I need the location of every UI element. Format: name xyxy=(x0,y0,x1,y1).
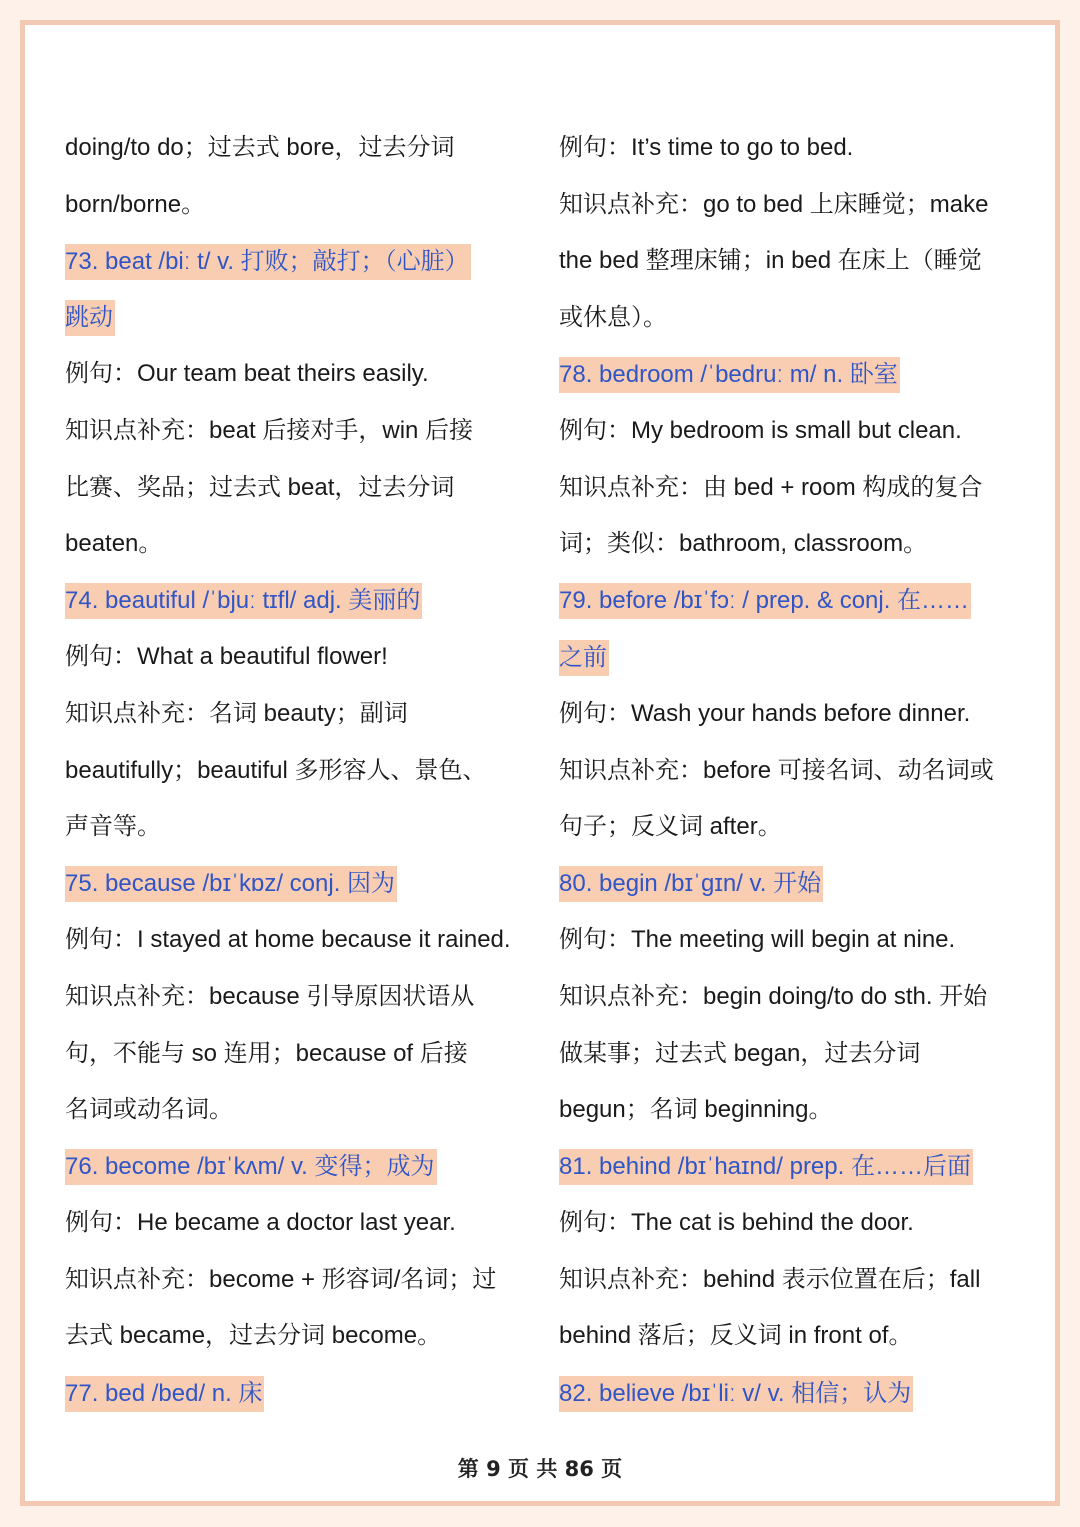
entry-heading-line xyxy=(65,856,525,913)
line-text: 知识点补充：become + 形容词/名词；过 xyxy=(65,1265,497,1293)
line-text: 句，不能与 so 连用；because of 后接 xyxy=(65,1039,468,1067)
line-text: behind 落后；反义词 in front of。 xyxy=(559,1322,913,1350)
text-line xyxy=(65,120,525,177)
text-line xyxy=(65,969,525,1026)
entry-heading-line xyxy=(559,346,1021,403)
text-line xyxy=(559,460,1021,517)
line-text: 知识点补充：名词 beauty；副词 xyxy=(65,699,408,727)
line-text: 知识点补充：behind 表示位置在后；fall xyxy=(559,1265,981,1293)
line-text: 声音等。 xyxy=(65,813,161,841)
text-line xyxy=(559,516,1021,573)
line-text: 名词或动名词。 xyxy=(65,1096,233,1124)
entry-heading: 80. begin /bɪˈɡɪn/ v. 开始 xyxy=(559,866,823,902)
text-line xyxy=(559,799,1021,856)
right-column xyxy=(559,120,1021,1422)
text-line xyxy=(65,799,525,856)
entry-heading-line xyxy=(559,629,1021,686)
entry-heading-line xyxy=(559,573,1021,630)
line-text: 知识点补充：begin doing/to do sth. 开始 xyxy=(559,982,988,1010)
text-line xyxy=(559,233,1021,290)
entry-heading: 78. bedroom /ˈbedruː m/ n. 卧室 xyxy=(559,357,900,393)
text-line xyxy=(559,1195,1021,1252)
line-text: 例句：Wash your hands before dinner. xyxy=(559,699,971,727)
text-line xyxy=(65,1195,525,1252)
text-line xyxy=(65,177,525,234)
entry-heading: 跳动 xyxy=(65,300,115,336)
line-text: the bed 整理床铺；in bed 在床上（睡觉 xyxy=(559,247,982,275)
text-line xyxy=(559,290,1021,347)
entry-heading: 73. beat /biː t/ v. 打败；敲打；（心脏） xyxy=(65,244,471,280)
text-line xyxy=(559,1252,1021,1309)
entry-heading-line xyxy=(65,573,525,630)
line-text: 知识点补充：before 可接名词、动名词或 xyxy=(559,756,994,784)
entry-heading-line xyxy=(65,1365,525,1422)
line-text: 词；类似：bathroom, classroom。 xyxy=(559,530,928,558)
text-line xyxy=(65,516,525,573)
text-line xyxy=(559,969,1021,1026)
page-footer: 第 9 页 共 86 页 xyxy=(457,1457,623,1481)
document-page xyxy=(20,20,1060,1506)
entry-heading-line xyxy=(559,1365,1021,1422)
entry-heading: 79. before /bɪˈfɔː / prep. & conj. 在…… xyxy=(559,583,971,619)
entry-heading-line xyxy=(65,233,525,290)
line-text: begun；名词 beginning。 xyxy=(559,1096,833,1124)
entry-heading-line xyxy=(559,856,1021,913)
entry-heading: 之前 xyxy=(559,640,609,676)
line-text: 去式 became，过去分词 become。 xyxy=(65,1322,442,1350)
line-text: 例句：He became a doctor last year. xyxy=(65,1209,456,1237)
text-line xyxy=(65,686,525,743)
text-line xyxy=(65,460,525,517)
text-line xyxy=(65,346,525,403)
line-text: 或休息）。 xyxy=(559,303,667,331)
text-line xyxy=(559,686,1021,743)
text-line xyxy=(65,1082,525,1139)
line-text: 例句：What a beautiful flower! xyxy=(65,643,388,671)
text-line xyxy=(65,629,525,686)
line-text: 例句：It’s time to go to bed. xyxy=(559,134,854,161)
entry-heading: 75. because /bɪˈkɒz/ conj. 因为 xyxy=(65,866,397,902)
line-text: 例句：The meeting will begin at nine. xyxy=(559,926,956,954)
line-text: 知识点补充：go to bed 上床睡觉；make xyxy=(559,190,989,218)
text-line xyxy=(65,403,525,460)
line-text: born/borne。 xyxy=(65,190,206,218)
line-text: doing/to do；过去式 bore，过去分词 xyxy=(65,134,455,161)
entry-heading: 74. beautiful /ˈbjuː tɪfl/ adj. 美丽的 xyxy=(65,583,422,619)
entry-heading-line xyxy=(65,1139,525,1196)
line-text: 例句：I stayed at home because it rained. xyxy=(65,926,511,954)
line-text: 例句：My bedroom is small but clean. xyxy=(559,416,962,444)
entry-heading: 77. bed /bed/ n. 床 xyxy=(65,1376,264,1412)
entry-heading: 82. believe /bɪˈliː v/ v. 相信；认为 xyxy=(559,1376,913,1412)
line-text: 例句：Our team beat theirs easily. xyxy=(65,360,429,388)
line-text: 例句：The cat is behind the door. xyxy=(559,1209,914,1237)
left-column xyxy=(65,120,525,1422)
line-text: beautifully；beautiful 多形容人、景色、 xyxy=(65,756,487,784)
entry-heading: 76. become /bɪˈkʌm/ v. 变得；成为 xyxy=(65,1149,437,1185)
text-line xyxy=(559,1308,1021,1365)
text-line xyxy=(559,1026,1021,1083)
line-text: 句子；反义词 after。 xyxy=(559,813,782,841)
text-line xyxy=(559,177,1021,234)
entry-heading: 81. behind /bɪˈhaɪnd/ prep. 在……后面 xyxy=(559,1149,973,1185)
entry-heading-line xyxy=(65,290,525,347)
text-line xyxy=(559,1082,1021,1139)
text-line xyxy=(65,1308,525,1365)
text-line xyxy=(65,1252,525,1309)
line-text: 比赛、奖品；过去式 beat，过去分词 xyxy=(65,473,455,501)
text-line xyxy=(559,912,1021,969)
text-line xyxy=(65,743,525,800)
text-line xyxy=(65,912,525,969)
text-line xyxy=(559,120,1021,177)
line-text: beaten。 xyxy=(65,530,163,558)
line-text: 做某事；过去式 began，过去分词 xyxy=(559,1039,921,1067)
line-text: 知识点补充：because 引导原因状语从 xyxy=(65,982,475,1010)
line-text: 知识点补充：beat 后接对手，win 后接 xyxy=(65,416,474,444)
text-line xyxy=(559,403,1021,460)
entry-heading-line xyxy=(559,1139,1021,1196)
line-text: 知识点补充：由 bed + room 构成的复合 xyxy=(559,473,983,501)
text-line xyxy=(559,743,1021,800)
text-line xyxy=(65,1026,525,1083)
